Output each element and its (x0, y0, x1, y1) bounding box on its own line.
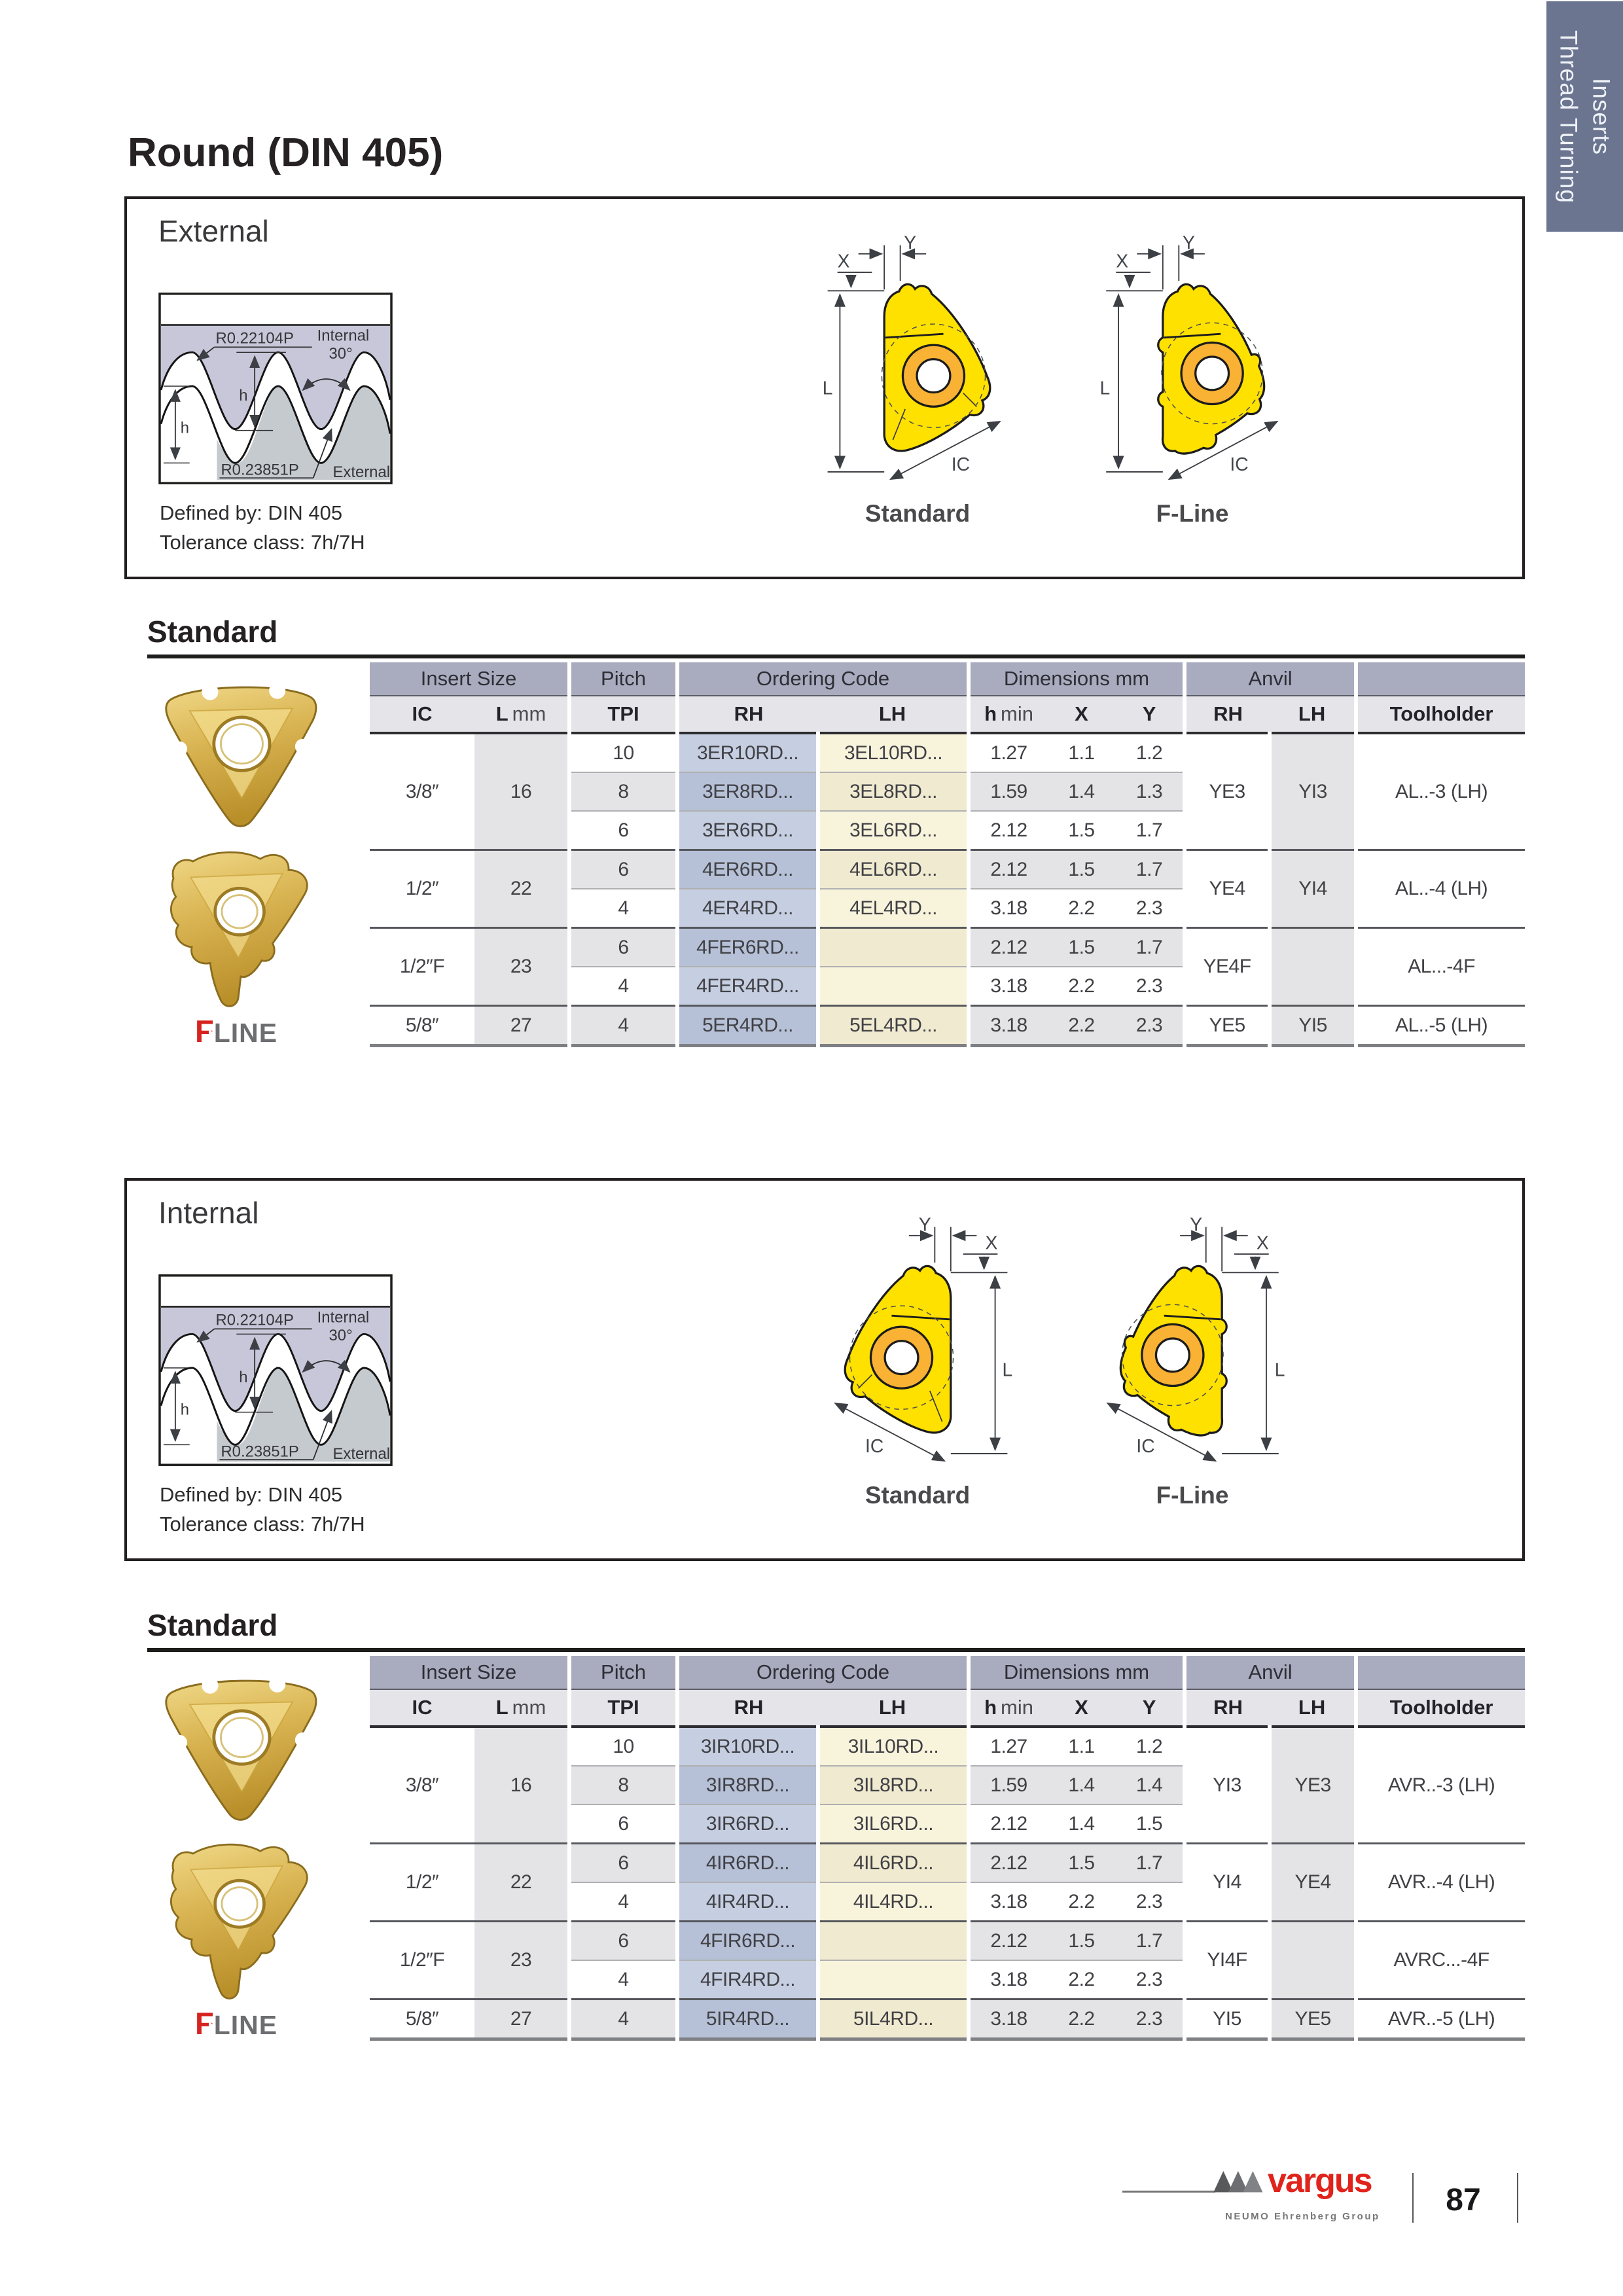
cell-l-mm: 16 (474, 1727, 569, 1844)
insert-diagram-standard-external (813, 216, 1022, 497)
cell-h-min: 2.12 (969, 811, 1047, 850)
cell-h-min: 3.18 (969, 967, 1047, 1006)
cell-tpi: 6 (569, 850, 677, 889)
cell-ordering-lh (818, 928, 969, 967)
cell-toolholder: AL..-4 (LH) (1356, 850, 1525, 928)
cell-toolholder: AL..-3 (LH) (1356, 733, 1525, 850)
cell-l-mm: 23 (474, 1922, 569, 2000)
col-anvil-lh: LH (1270, 1689, 1356, 1727)
cell-h-min: 3.18 (969, 2000, 1047, 2039)
footer-divider-1 (1412, 2173, 1414, 2223)
spec-table-internal (370, 1656, 1525, 2041)
col-h: h (984, 1696, 997, 1719)
cell-ordering-rh: 3ER10RD... (677, 733, 818, 772)
vargus-subtitle: NEUMO Ehrenberg Group (1225, 2211, 1380, 2222)
dim-label-l: L (822, 377, 833, 399)
insert-photo-fline (148, 1835, 332, 2007)
cell-toolholder: AVR..-4 (LH) (1356, 1844, 1525, 1922)
col-group-dimensions: Dimensions mm (969, 1656, 1185, 1689)
footer-rule (1122, 2191, 1215, 2193)
col-rh: RH (677, 696, 818, 733)
cell-ordering-rh: 3IR6RD... (677, 1804, 818, 1844)
dim-label-ic: IC (1136, 1435, 1155, 1457)
col-toolholder: Toolholder (1356, 696, 1525, 733)
cell-h-min: 1.59 (969, 772, 1047, 811)
cell-y: 1.7 (1116, 1922, 1185, 1961)
cell-ordering-rh: 4FER4RD... (677, 967, 818, 1006)
cell-anvil-rh: YI4 (1185, 1844, 1270, 1922)
cell-y: 1.5 (1116, 1804, 1185, 1844)
col-tpi: TPI (569, 696, 677, 733)
col-l-mm (474, 1689, 569, 1727)
cell-x: 1.4 (1047, 1766, 1116, 1804)
col-lh: LH (818, 696, 969, 733)
vargus-wordmark: vargus (1268, 2162, 1372, 2200)
fline-logo-f: F (195, 2006, 214, 2041)
col-anvil-rh: RH (1185, 1689, 1270, 1727)
cell-ordering-rh: 4IR6RD... (677, 1844, 818, 1883)
cell-insert-size: 1/2″F (370, 1922, 474, 2000)
cell-tpi: 10 (569, 733, 677, 772)
dim-label-y: Y (1182, 232, 1195, 253)
defined-by-text-internal: Defined by: DIN 405 (160, 1483, 343, 1506)
cell-h-min: 2.12 (969, 1804, 1047, 1844)
cell-insert-size: 1/2″ (370, 850, 474, 928)
cell-h-min: 2.12 (969, 1844, 1047, 1883)
section-heading-standard-external: Standard (147, 615, 278, 649)
cell-ordering-rh: 3ER6RD... (677, 811, 818, 850)
cell-anvil-rh: YE4F (1185, 928, 1270, 1006)
cell-x: 1.5 (1047, 928, 1116, 967)
cell-toolholder: AVR..-5 (LH) (1356, 2000, 1525, 2039)
cell-x: 1.4 (1047, 1804, 1116, 1844)
heading-rule (147, 1648, 1525, 1652)
cell-ordering-rh: 4ER4RD... (677, 889, 818, 928)
cell-l-mm: 22 (474, 1844, 569, 1922)
cell-insert-size: 3/8″ (370, 1727, 474, 1844)
cell-y: 1.7 (1116, 1844, 1185, 1883)
cell-insert-size: 5/8″ (370, 2000, 474, 2039)
cell-ordering-rh: 3ER8RD... (677, 772, 818, 811)
col-group-toolholder-blank (1356, 1656, 1525, 1689)
cell-tpi: 6 (569, 811, 677, 850)
cell-h-min: 1.27 (969, 1727, 1047, 1766)
cell-ordering-rh: 4FIR6RD... (677, 1922, 818, 1961)
panel-title-internal: Internal (158, 1196, 259, 1230)
fline-logo-line: LINE (213, 2010, 278, 2040)
cell-toolholder: AVR..-3 (LH) (1356, 1727, 1525, 1844)
diagram-caption-fline: F-Line (1156, 1482, 1229, 1509)
panel-title-external: External (158, 214, 269, 248)
cell-anvil-lh: YE5 (1270, 2000, 1356, 2039)
cell-h-min: 3.18 (969, 889, 1047, 928)
col-group-anvil: Anvil (1185, 1656, 1356, 1689)
cell-y: 1.2 (1116, 1727, 1185, 1766)
cell-x: 2.2 (1047, 889, 1116, 928)
tab-thread-turning-inserts (1546, 1, 1623, 232)
cell-anvil-lh: YE4 (1270, 1844, 1356, 1922)
col-ic: IC (370, 1689, 474, 1727)
col-h-unit: min (1001, 702, 1033, 725)
cell-toolholder: AVRC...-4F (1356, 1922, 1525, 2000)
cell-insert-size: 5/8″ (370, 1006, 474, 1046)
col-y: Y (1116, 1689, 1185, 1727)
col-group-pitch: Pitch (569, 662, 677, 696)
cell-tpi: 6 (569, 1844, 677, 1883)
cell-x: 1.1 (1047, 1727, 1116, 1766)
cell-insert-size: 1/2″F (370, 928, 474, 1006)
cell-ordering-lh (818, 1922, 969, 1961)
cell-ordering-rh: 3IR8RD... (677, 1766, 818, 1804)
diagram-caption-fline: F-Line (1156, 500, 1229, 527)
cell-y: 2.3 (1116, 2000, 1185, 2039)
col-tpi: TPI (569, 1689, 677, 1727)
insert-diagram-fline-external (1088, 216, 1297, 497)
insert-diagram-fline-internal (1088, 1198, 1297, 1479)
fline-logo (195, 1013, 277, 1049)
col-h-unit: min (1001, 1696, 1033, 1719)
fline-logo-line: LINE (213, 1018, 278, 1048)
cell-insert-size: 1/2″ (370, 1844, 474, 1922)
cell-ordering-lh: 3IL6RD... (818, 1804, 969, 1844)
dim-label-ic: IC (951, 454, 970, 475)
col-group-anvil: Anvil (1185, 662, 1356, 696)
cell-y: 1.7 (1116, 850, 1185, 889)
spec-table-external (370, 662, 1525, 1047)
cell-ordering-lh: 3IL10RD... (818, 1727, 969, 1766)
cell-tpi: 8 (569, 1766, 677, 1804)
cell-x: 1.5 (1047, 811, 1116, 850)
panel-internal (124, 1178, 1525, 1561)
cell-h-min: 2.12 (969, 1922, 1047, 1961)
cell-toolholder: AL...-4F (1356, 928, 1525, 1006)
cell-l-mm: 27 (474, 2000, 569, 2039)
tab-label-line2: Inserts (1588, 77, 1615, 156)
col-anvil-lh: LH (1270, 696, 1356, 733)
cell-tpi: 6 (569, 1922, 677, 1961)
col-ic: IC (370, 696, 474, 733)
col-lh: LH (818, 1689, 969, 1727)
col-toolholder: Toolholder (1356, 1689, 1525, 1727)
cell-ordering-lh: 4EL4RD... (818, 889, 969, 928)
cell-y: 1.3 (1116, 772, 1185, 811)
cell-ordering-lh: 3EL6RD... (818, 811, 969, 850)
cell-ordering-rh: 4FIR4RD... (677, 1960, 818, 2000)
cell-anvil-rh: YI3 (1185, 1727, 1270, 1844)
col-y: Y (1116, 696, 1185, 733)
defined-by-text-external: Defined by: DIN 405 (160, 501, 343, 524)
col-anvil-rh: RH (1185, 696, 1270, 733)
col-h-min (969, 696, 1047, 733)
cell-ordering-lh: 3EL10RD... (818, 733, 969, 772)
heading-rule (147, 655, 1525, 658)
cell-tpi: 4 (569, 889, 677, 928)
tolerance-text-internal: Tolerance class: 7h/7H (160, 1513, 365, 1535)
dim-label-x: X (1116, 250, 1129, 272)
insert-photo-standard (151, 674, 330, 839)
cell-ordering-lh: 3EL8RD... (818, 772, 969, 811)
col-x: X (1047, 696, 1116, 733)
page-number: 87 (1446, 2183, 1481, 2217)
cell-ordering-rh: 4IR4RD... (677, 1882, 818, 1922)
cell-ordering-rh: 3IR10RD... (677, 1727, 818, 1766)
cell-anvil-rh: YE4 (1185, 850, 1270, 928)
cell-anvil-lh (1270, 1922, 1356, 2000)
tab-label-line1: Thread Turning (1555, 29, 1582, 204)
tolerance-text-external: Tolerance class: 7h/7H (160, 531, 365, 554)
cell-ordering-lh (818, 967, 969, 1006)
insert-diagram-standard-internal (813, 1198, 1022, 1479)
cell-x: 1.5 (1047, 1844, 1116, 1883)
col-h-min (969, 1689, 1047, 1727)
col-group-toolholder-blank (1356, 662, 1525, 696)
cell-ordering-lh: 5IL4RD... (818, 2000, 969, 2039)
cell-anvil-lh (1270, 928, 1356, 1006)
dim-label-l: L (1274, 1359, 1285, 1380)
cell-anvil-lh: YI5 (1270, 1006, 1356, 1046)
page-title: Round (DIN 405) (128, 130, 444, 175)
col-group-ordering-code: Ordering Code (677, 1656, 969, 1689)
cell-tpi: 6 (569, 1804, 677, 1844)
cell-l-mm: 16 (474, 733, 569, 850)
dim-label-ic: IC (865, 1435, 884, 1457)
cell-anvil-rh: YE3 (1185, 733, 1270, 850)
dim-label-y: Y (918, 1213, 931, 1235)
cell-tpi: 4 (569, 2000, 677, 2039)
insert-photo-fline (148, 843, 332, 1014)
col-x: X (1047, 1689, 1116, 1727)
cell-y: 2.3 (1116, 1006, 1185, 1046)
cell-y: 2.3 (1116, 1882, 1185, 1922)
cell-y: 2.3 (1116, 889, 1185, 928)
fline-logo-f: F (195, 1014, 214, 1049)
footer-divider-2 (1517, 2173, 1518, 2223)
col-group-pitch: Pitch (569, 1656, 677, 1689)
cell-h-min: 3.18 (969, 1960, 1047, 2000)
dim-label-l: L (1099, 377, 1111, 399)
cell-y: 2.3 (1116, 1960, 1185, 2000)
cell-ordering-lh: 4IL4RD... (818, 1882, 969, 1922)
thread-profile-diagram-external (158, 292, 393, 485)
cell-tpi: 6 (569, 928, 677, 967)
cell-tpi: 8 (569, 772, 677, 811)
dim-label-y: Y (1190, 1213, 1203, 1235)
cell-x: 2.2 (1047, 1882, 1116, 1922)
cell-x: 1.5 (1047, 1922, 1116, 1961)
col-l: L (495, 702, 508, 725)
diagram-caption-standard: Standard (865, 1482, 971, 1509)
cell-insert-size: 3/8″ (370, 733, 474, 850)
cell-x: 1.5 (1047, 850, 1116, 889)
cell-l-mm: 27 (474, 1006, 569, 1046)
cell-anvil-rh: YE5 (1185, 1006, 1270, 1046)
fline-logo (195, 2005, 277, 2041)
cell-h-min: 2.12 (969, 850, 1047, 889)
cell-tpi: 4 (569, 1960, 677, 2000)
cell-anvil-lh: YI4 (1270, 850, 1356, 928)
cell-y: 1.2 (1116, 733, 1185, 772)
cell-h-min: 3.18 (969, 1882, 1047, 1922)
dim-label-x: X (1256, 1232, 1269, 1253)
dim-label-y: Y (904, 232, 917, 253)
cell-toolholder: AL..-5 (LH) (1356, 1006, 1525, 1046)
cell-y: 1.4 (1116, 1766, 1185, 1804)
cell-x: 2.2 (1047, 1960, 1116, 2000)
section-heading-standard-internal: Standard (147, 1608, 278, 1642)
cell-ordering-lh: 3IL8RD... (818, 1766, 969, 1804)
cell-ordering-lh: 4EL6RD... (818, 850, 969, 889)
col-group-insert-size: Insert Size (370, 662, 569, 696)
insert-photo-standard (151, 1668, 330, 1833)
cell-y: 2.3 (1116, 967, 1185, 1006)
cell-anvil-rh: YI5 (1185, 2000, 1270, 2039)
cell-anvil-lh: YI3 (1270, 733, 1356, 850)
diagram-caption-standard: Standard (865, 500, 971, 527)
col-l: L (495, 1696, 508, 1719)
col-group-ordering-code: Ordering Code (677, 662, 969, 696)
cell-x: 1.4 (1047, 772, 1116, 811)
cell-y: 1.7 (1116, 811, 1185, 850)
cell-h-min: 1.27 (969, 733, 1047, 772)
col-group-dimensions: Dimensions mm (969, 662, 1185, 696)
tab-label (1552, 30, 1618, 204)
cell-x: 2.2 (1047, 2000, 1116, 2039)
cell-y: 1.7 (1116, 928, 1185, 967)
col-l-unit: mm (512, 702, 546, 725)
cell-anvil-lh: YE3 (1270, 1727, 1356, 1844)
cell-ordering-lh (818, 1960, 969, 2000)
cell-tpi: 4 (569, 967, 677, 1006)
dim-label-x: X (985, 1232, 998, 1253)
cell-ordering-rh: 4FER6RD... (677, 928, 818, 967)
cell-tpi: 4 (569, 1882, 677, 1922)
cell-ordering-rh: 5ER4RD... (677, 1006, 818, 1046)
col-h: h (984, 702, 997, 725)
col-group-insert-size: Insert Size (370, 1656, 569, 1689)
cell-ordering-rh: 5IR4RD... (677, 2000, 818, 2039)
thread-profile-diagram-internal (158, 1274, 393, 1467)
panel-external (124, 196, 1525, 579)
cell-h-min: 1.59 (969, 1766, 1047, 1804)
cell-ordering-lh: 4IL6RD... (818, 1844, 969, 1883)
cell-ordering-rh: 4ER6RD... (677, 850, 818, 889)
cell-l-mm: 22 (474, 850, 569, 928)
cell-x: 2.2 (1047, 967, 1116, 1006)
cell-h-min: 3.18 (969, 1006, 1047, 1046)
cell-ordering-lh: 5EL4RD... (818, 1006, 969, 1046)
cell-tpi: 10 (569, 1727, 677, 1766)
vargus-triangles-icon (1213, 2165, 1274, 2197)
cell-l-mm: 23 (474, 928, 569, 1006)
dim-label-ic: IC (1230, 454, 1249, 475)
vargus-logo (1213, 2162, 1372, 2200)
cell-h-min: 2.12 (969, 928, 1047, 967)
col-rh: RH (677, 1689, 818, 1727)
cell-x: 1.1 (1047, 733, 1116, 772)
cell-tpi: 4 (569, 1006, 677, 1046)
col-l-unit: mm (512, 1696, 546, 1719)
col-l-mm (474, 696, 569, 733)
dim-label-x: X (837, 250, 850, 272)
cell-anvil-rh: YI4F (1185, 1922, 1270, 2000)
cell-x: 2.2 (1047, 1006, 1116, 1046)
dim-label-l: L (1002, 1359, 1013, 1380)
